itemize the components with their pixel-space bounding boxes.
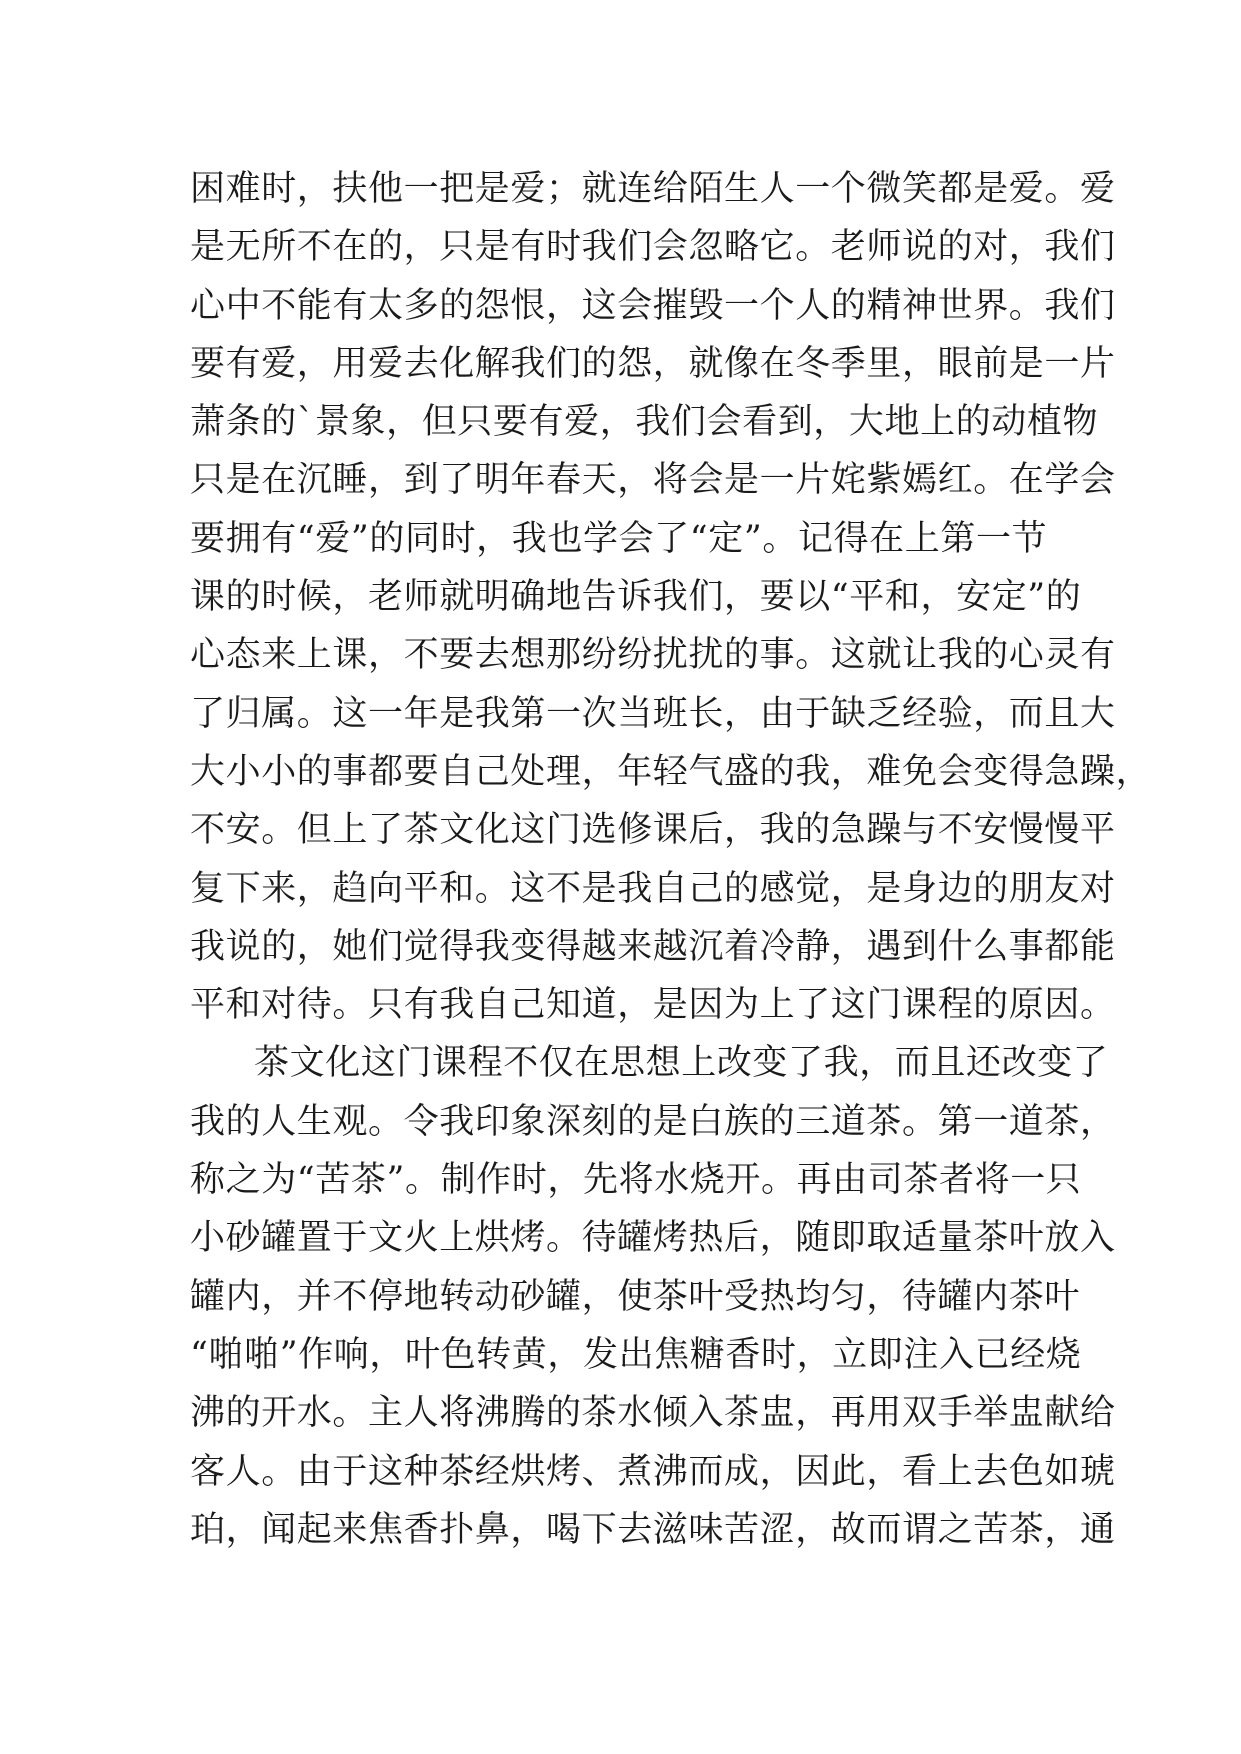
text-line: 是无所不在的，只是有时我们会忽略它。老师说的对，我们	[190, 227, 1116, 268]
text-line: 平和对待。只有我自己知道，是因为上了这门课程的原因。	[190, 985, 1116, 1026]
text-line: 了归属。这一年是我第一次当班长，由于缺乏经验，而且大	[190, 693, 1116, 734]
text-line: 称之为“苦茶”。制作时，先将水烧开。再由司茶者将一只	[190, 1160, 1082, 1201]
body-text	[190, 160, 1152, 1559]
text-line: 我的人生观。令我印象深刻的是白族的三道茶。第一道茶，	[190, 1101, 1116, 1142]
text-line: 要有爱，用爱去化解我们的怨，就像在冬季里，眼前是一片	[190, 343, 1116, 384]
text-line: 罐内，并不停地转动砂罐，使茶叶受热均匀，待罐内茶叶	[190, 1276, 1081, 1317]
text-line: 珀，闻起来焦香扑鼻，喝下去滋味苦涩，故而谓之苦茶，通	[190, 1509, 1116, 1550]
text-line: 沸的开水。主人将沸腾的茶水倾入茶盅，再用双手举盅献给	[190, 1393, 1116, 1434]
text-line: 心态来上课，不要去想那纷纷扰扰的事。这就让我的心灵有	[190, 635, 1116, 676]
text-line: 客人。由于这种茶经烘烤、煮沸而成，因此，看上去色如琥	[190, 1451, 1116, 1492]
text-line: 小砂罐置于文火上烘烤。待罐烤热后，随即取适量茶叶放入	[190, 1218, 1116, 1259]
text-line: 心中不能有太多的怨恨，这会摧毁一个人的精神世界。我们	[190, 285, 1116, 326]
text-line: 课的时候，老师就明确地告诉我们，要以“平和，安定”的	[190, 577, 1082, 618]
text-line: 要拥有“爱”的同时，我也学会了“定”。记得在上第一节	[190, 518, 1048, 559]
text-line: 我说的，她们觉得我变得越来越沉着冷静，遇到什么事都能	[190, 926, 1116, 967]
text-line: 萧条的`景象，但只要有爱，我们会看到，大地上的动植物	[190, 402, 1099, 443]
text-line: 不安。但上了茶文化这门选修课后，我的急躁与不安慢慢平	[190, 810, 1116, 851]
text-line: 大小小的事都要自己处理，年轻气盛的我，难免会变得急躁，	[190, 751, 1152, 792]
text-line: “啪啪”作响，叶色转黄，发出焦糖香时，立即注入已经烧	[190, 1334, 1082, 1375]
paragraph-start-line: 茶文化这门课程不仅在思想上改变了我，而且还改变了	[254, 1043, 1109, 1084]
text-line: 复下来，趋向平和。这不是我自己的感觉，是身边的朋友对	[190, 868, 1116, 909]
text-line: 困难时，扶他一把是爱；就连给陌生人一个微笑都是爱。爱	[190, 169, 1116, 209]
text-line: 只是在沉睡，到了明年春天，将会是一片姹紫嫣红。在学会	[190, 460, 1116, 501]
